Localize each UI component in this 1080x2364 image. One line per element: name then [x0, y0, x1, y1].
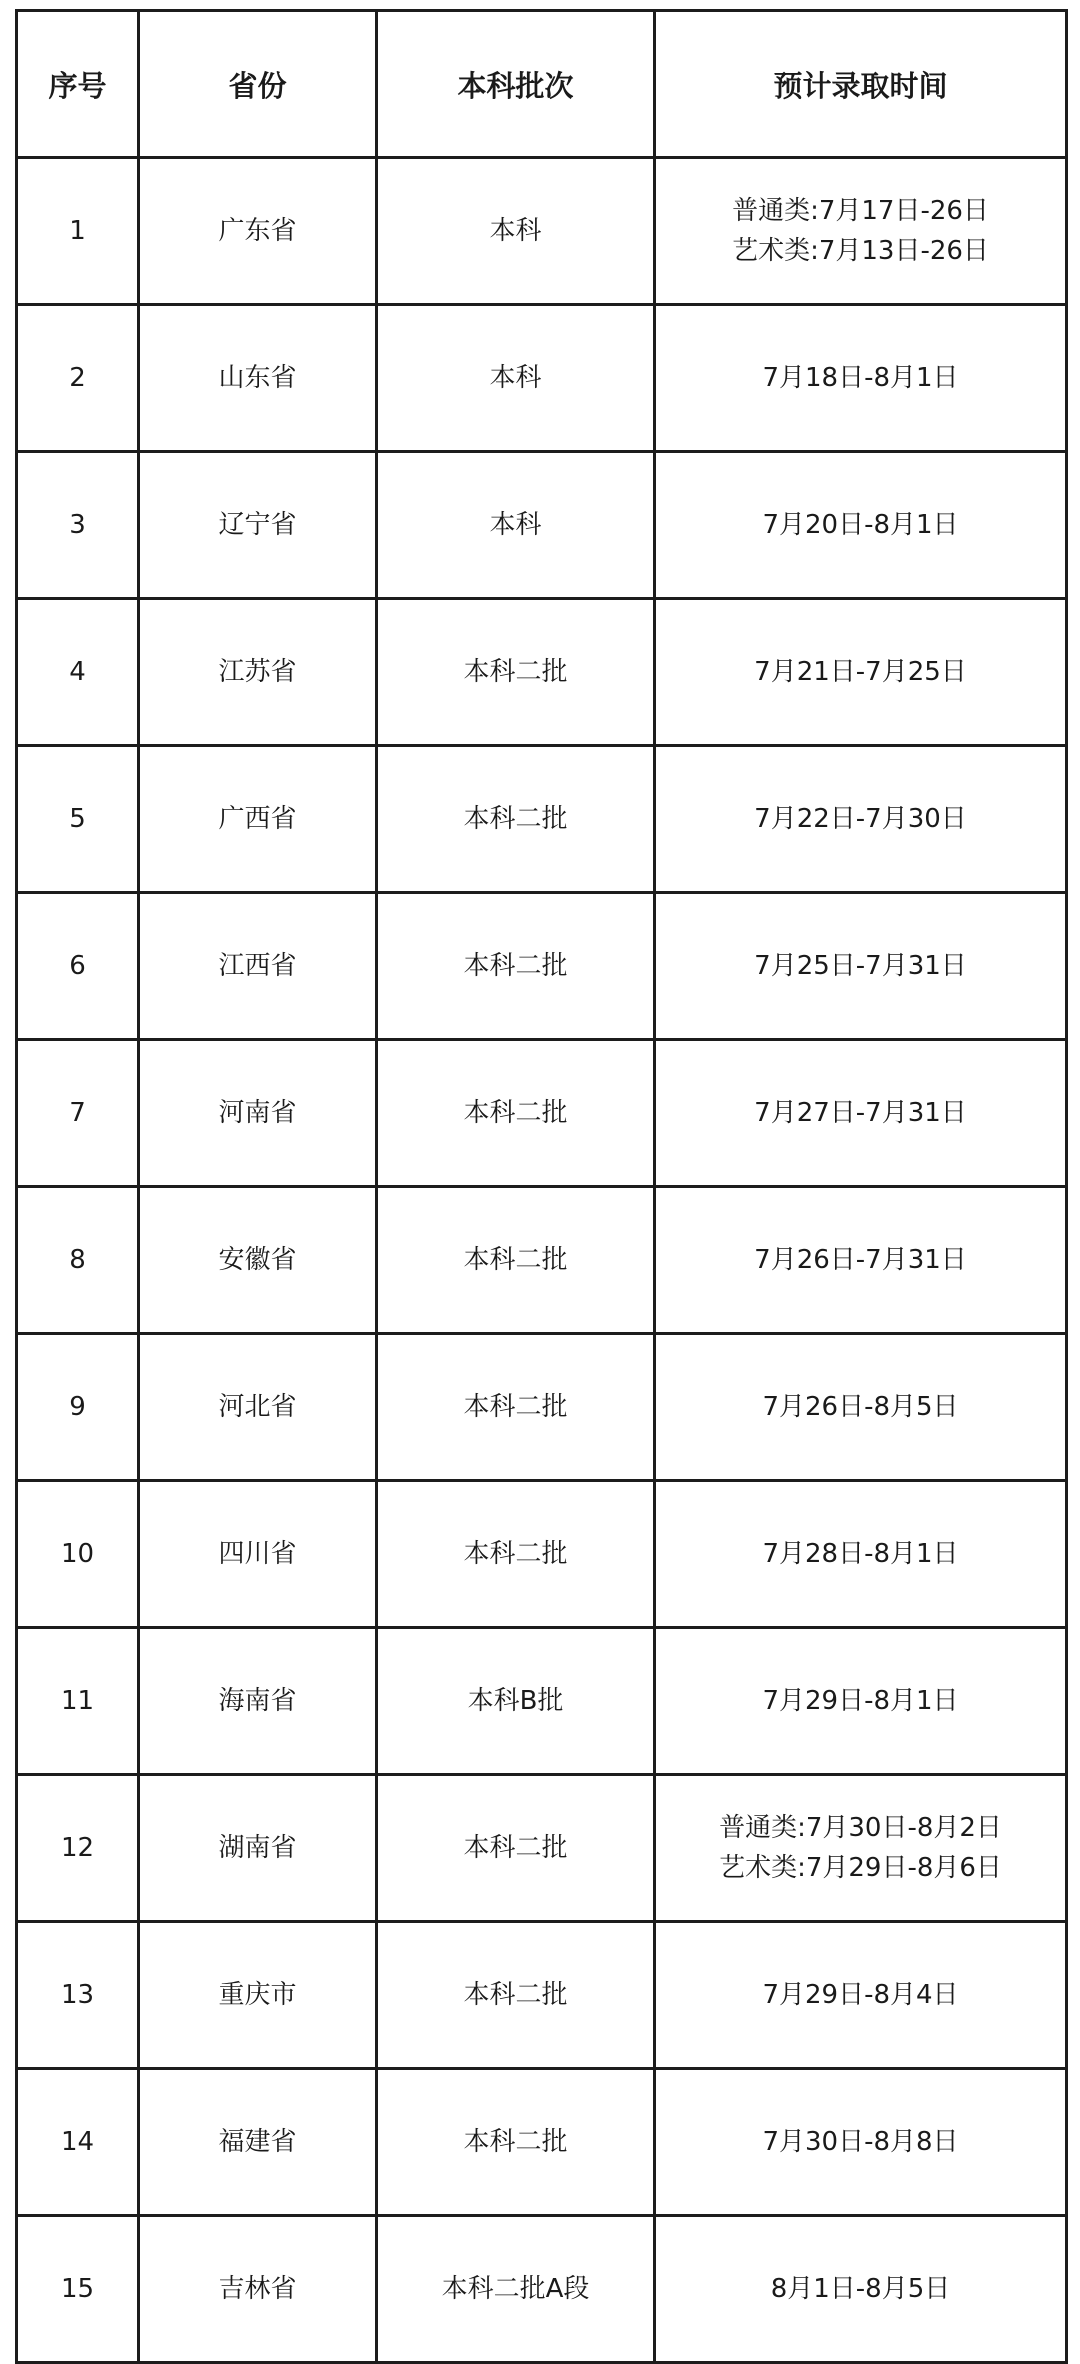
- cell-serial-number: 9: [17, 1334, 139, 1481]
- cell-province: 河北省: [139, 1334, 377, 1481]
- table-body: [17, 158, 1067, 2363]
- admission-time-line: 7月21日-7月25日: [754, 656, 967, 687]
- admission-time-line: 7月18日-8月1日: [762, 362, 959, 393]
- cell-batch: 本科: [377, 158, 655, 305]
- cell-admission-time: [655, 1481, 1067, 1628]
- cell-province: 江苏省: [139, 599, 377, 746]
- admission-time-line: 8月1日-8月5日: [770, 2273, 951, 2304]
- table-row: [17, 2069, 1067, 2216]
- cell-admission-time: [655, 1922, 1067, 2069]
- admission-time-line: 7月27日-7月31日: [754, 1097, 967, 1128]
- admission-time-line: 7月30日-8月8日: [762, 2126, 959, 2157]
- cell-province: 吉林省: [139, 2216, 377, 2363]
- cell-admission-time: [655, 305, 1067, 452]
- cell-serial-number: 11: [17, 1628, 139, 1775]
- cell-admission-time: [655, 1775, 1067, 1922]
- cell-province: 湖南省: [139, 1775, 377, 1922]
- header-province: 省份: [139, 11, 377, 158]
- cell-batch: 本科二批: [377, 1040, 655, 1187]
- cell-serial-number: 1: [17, 158, 139, 305]
- cell-province: 海南省: [139, 1628, 377, 1775]
- table-row: [17, 158, 1067, 305]
- cell-batch: 本科二批: [377, 746, 655, 893]
- cell-batch: 本科二批: [377, 1334, 655, 1481]
- cell-serial-number: 5: [17, 746, 139, 893]
- cell-batch: 本科二批: [377, 2069, 655, 2216]
- cell-batch: 本科二批A段: [377, 2216, 655, 2363]
- cell-province: 四川省: [139, 1481, 377, 1628]
- header-admission-time: 预计录取时间: [655, 11, 1067, 158]
- cell-admission-time: [655, 1187, 1067, 1334]
- cell-admission-time: [655, 1040, 1067, 1187]
- admission-time-line: 7月29日-8月4日: [762, 1979, 959, 2010]
- cell-admission-time: [655, 452, 1067, 599]
- cell-admission-time: [655, 158, 1067, 305]
- cell-province: 广东省: [139, 158, 377, 305]
- cell-serial-number: 4: [17, 599, 139, 746]
- cell-batch: 本科: [377, 305, 655, 452]
- table-row: [17, 2216, 1067, 2363]
- cell-admission-time: [655, 1628, 1067, 1775]
- cell-batch: 本科B批: [377, 1628, 655, 1775]
- cell-serial-number: 2: [17, 305, 139, 452]
- table-row: [17, 893, 1067, 1040]
- cell-serial-number: 7: [17, 1040, 139, 1187]
- table-row: [17, 305, 1067, 452]
- cell-serial-number: 14: [17, 2069, 139, 2216]
- cell-serial-number: 3: [17, 452, 139, 599]
- cell-serial-number: 8: [17, 1187, 139, 1334]
- admission-time-line: 7月26日-7月31日: [754, 1244, 967, 1275]
- table-row: [17, 746, 1067, 893]
- table-row: [17, 1187, 1067, 1334]
- cell-serial-number: 15: [17, 2216, 139, 2363]
- table-row: [17, 1922, 1067, 2069]
- cell-admission-time: [655, 599, 1067, 746]
- admission-time-line: 7月20日-8月1日: [762, 509, 959, 540]
- table-row: [17, 1775, 1067, 1922]
- cell-batch: 本科二批: [377, 893, 655, 1040]
- cell-serial-number: 10: [17, 1481, 139, 1628]
- cell-province: 安徽省: [139, 1187, 377, 1334]
- cell-batch: 本科二批: [377, 1481, 655, 1628]
- admission-time-line: 7月29日-8月1日: [762, 1685, 959, 1716]
- cell-province: 河南省: [139, 1040, 377, 1187]
- cell-batch: 本科二批: [377, 1187, 655, 1334]
- table-header: [17, 11, 1067, 158]
- admission-time-line: 7月25日-7月31日: [754, 950, 967, 981]
- table-row: [17, 599, 1067, 746]
- cell-batch: 本科二批: [377, 1922, 655, 2069]
- cell-province: 重庆市: [139, 1922, 377, 2069]
- header-row: [17, 11, 1067, 158]
- table-row: [17, 1334, 1067, 1481]
- header-serial-number: 序号: [17, 11, 139, 158]
- admission-time-line: 普通类:7月17日-26日: [732, 195, 989, 226]
- cell-batch: 本科: [377, 452, 655, 599]
- admission-time-line: 7月26日-8月5日: [762, 1391, 959, 1422]
- cell-province: 广西省: [139, 746, 377, 893]
- cell-admission-time: [655, 2069, 1067, 2216]
- header-batch: 本科批次: [377, 11, 655, 158]
- admission-schedule-table: [15, 9, 1068, 2364]
- admission-time-line: 艺术类:7月13日-26日: [732, 236, 989, 266]
- table-row: [17, 1481, 1067, 1628]
- table-row: [17, 1628, 1067, 1775]
- cell-admission-time: [655, 1334, 1067, 1481]
- cell-province: 山东省: [139, 305, 377, 452]
- cell-admission-time: [655, 893, 1067, 1040]
- cell-serial-number: 12: [17, 1775, 139, 1922]
- cell-serial-number: 13: [17, 1922, 139, 2069]
- table-row: [17, 452, 1067, 599]
- cell-admission-time: [655, 746, 1067, 893]
- admission-time-line: 7月28日-8月1日: [762, 1538, 959, 1569]
- cell-province: 福建省: [139, 2069, 377, 2216]
- cell-batch: 本科二批: [377, 1775, 655, 1922]
- cell-province: 江西省: [139, 893, 377, 1040]
- cell-serial-number: 6: [17, 893, 139, 1040]
- cell-province: 辽宁省: [139, 452, 377, 599]
- admission-time-line: 普通类:7月30日-8月2日: [719, 1812, 1002, 1843]
- cell-admission-time: [655, 2216, 1067, 2363]
- cell-batch: 本科二批: [377, 599, 655, 746]
- admission-time-line: 艺术类:7月29日-8月6日: [719, 1853, 1002, 1883]
- admission-time-line: 7月22日-7月30日: [754, 803, 967, 834]
- table-row: [17, 1040, 1067, 1187]
